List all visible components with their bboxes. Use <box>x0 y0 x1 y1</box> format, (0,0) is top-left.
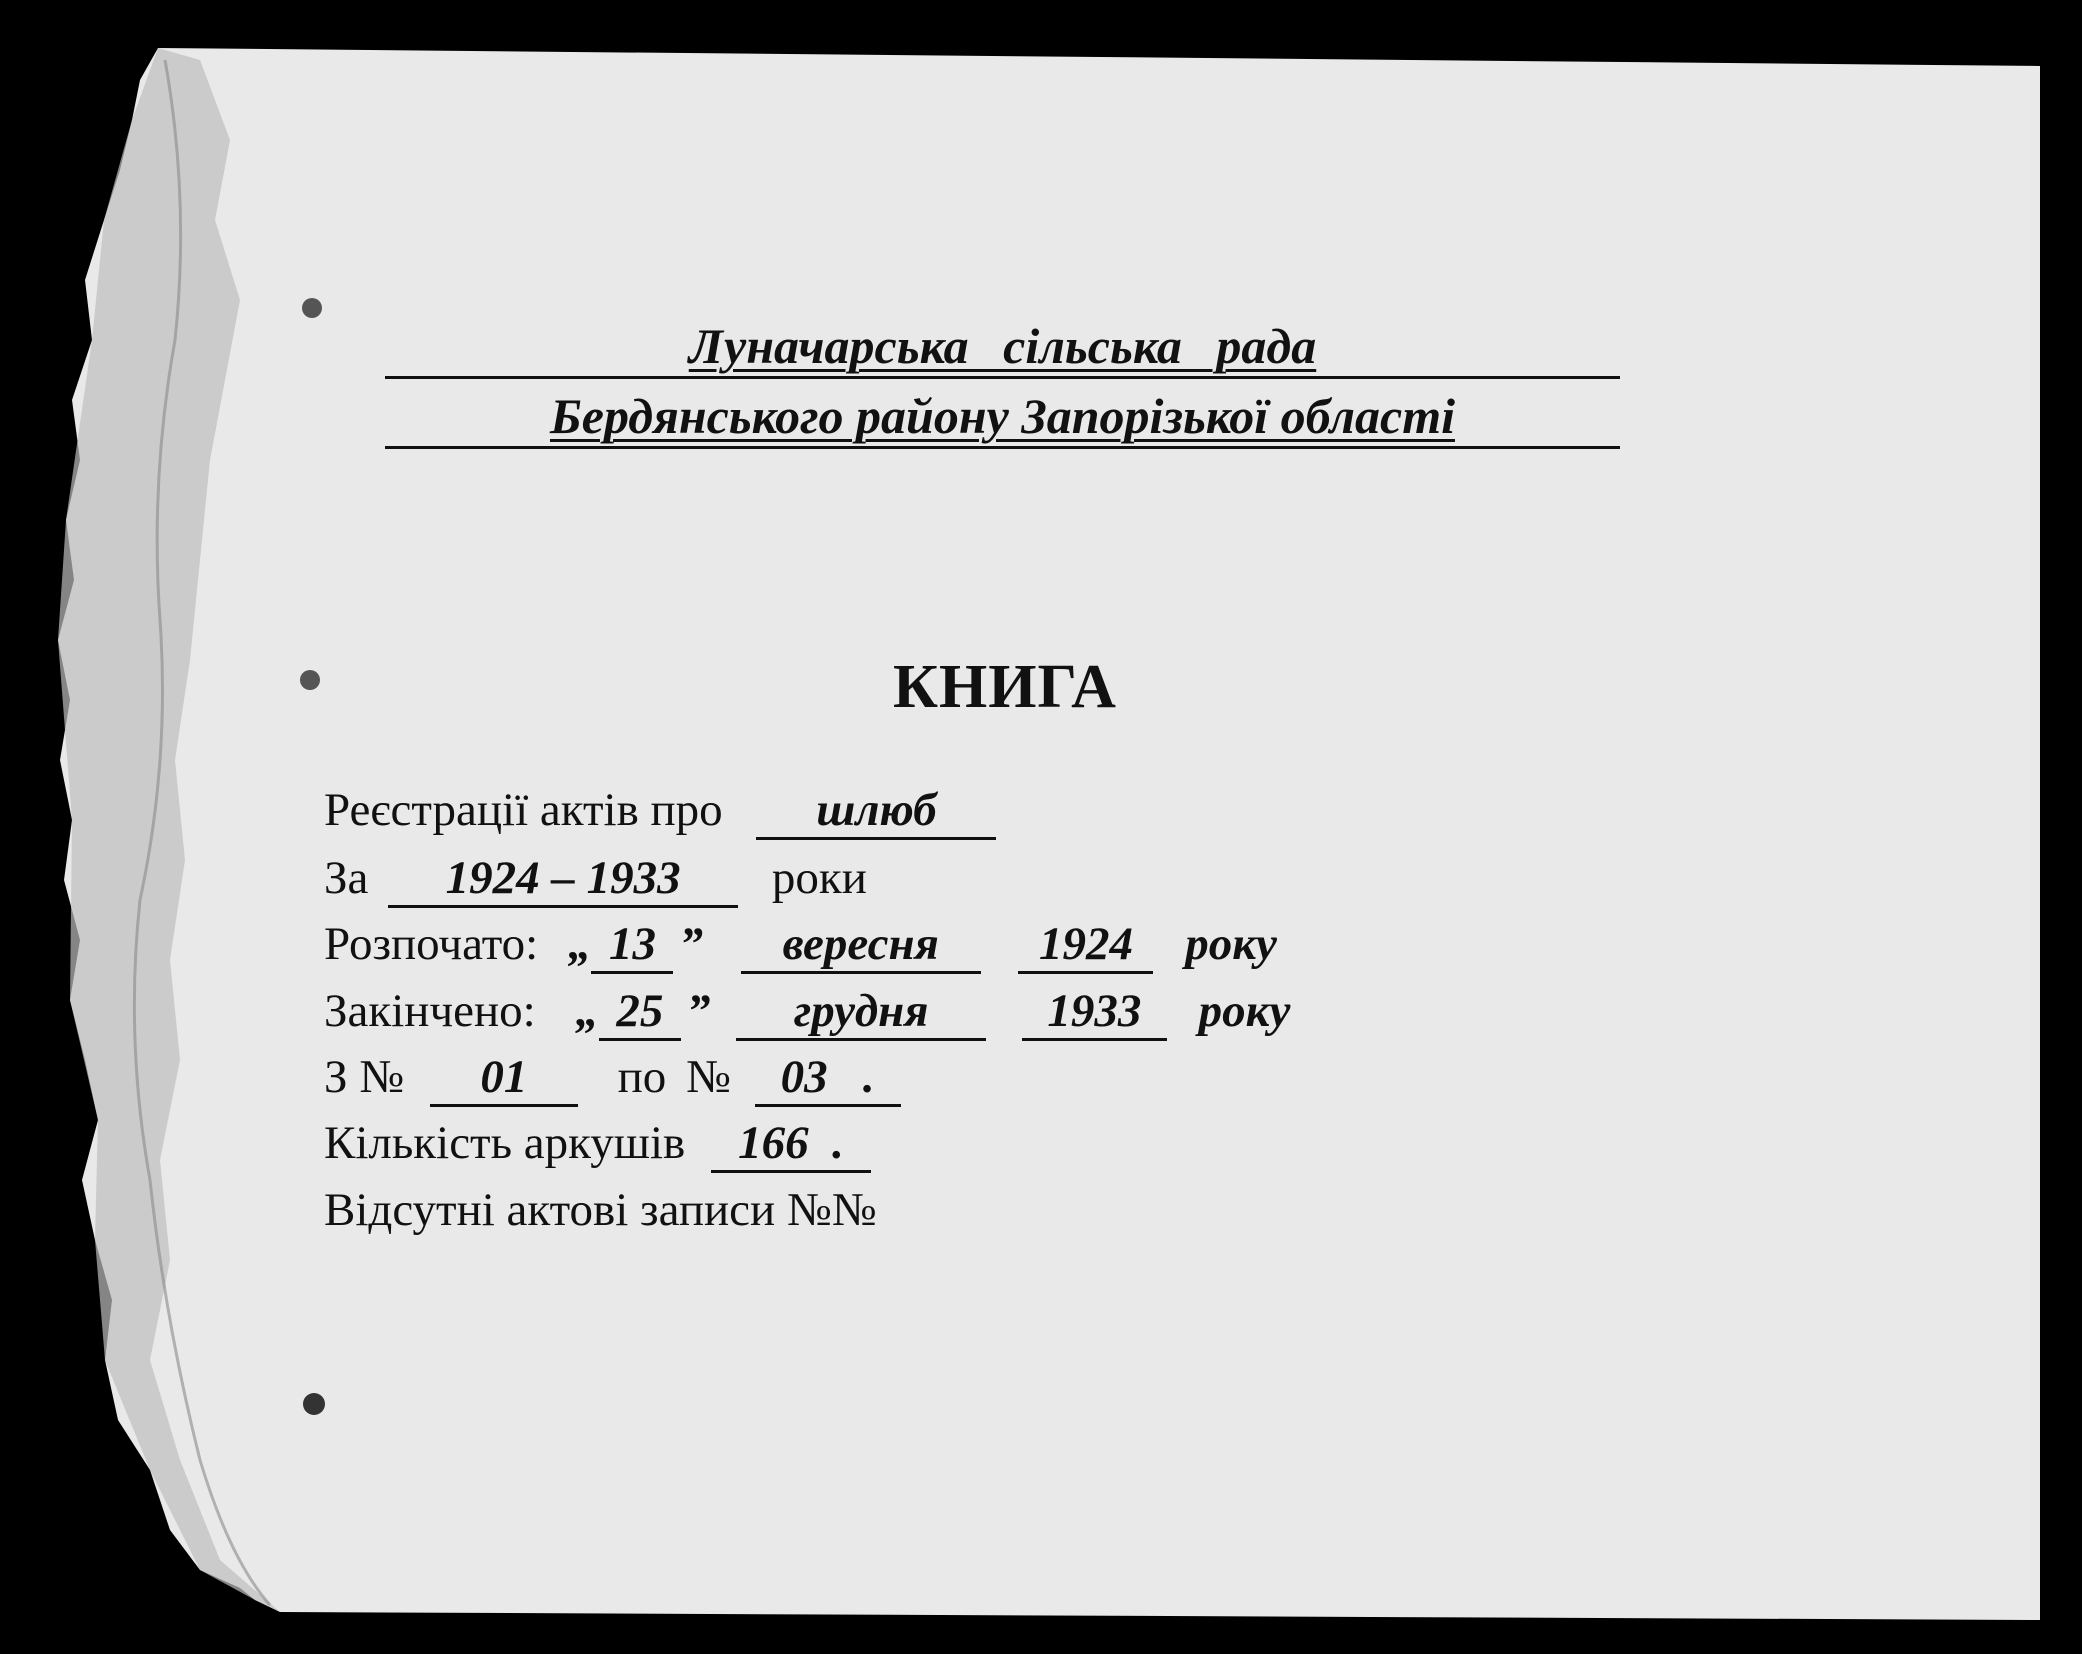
started-close-quote: ” <box>679 918 703 970</box>
started-year: 1924 <box>1018 917 1153 974</box>
header-council: Луначарська сільська рада <box>688 318 1317 374</box>
finished-close-quote: ” <box>686 985 711 1037</box>
sheets-value: 166 . <box>711 1116 871 1173</box>
header-council-line <box>385 316 1620 379</box>
sheets-row <box>324 1111 871 1175</box>
missing-label: Відсутні актові записи №№ <box>324 1184 877 1236</box>
header-district-line <box>385 386 1620 449</box>
period-row <box>324 846 867 910</box>
numbers-to-value: 03 . <box>755 1050 901 1107</box>
started-month: вересня <box>741 917 981 974</box>
finished-day: 25 <box>599 984 681 1041</box>
registration-value: шлюб <box>756 783 996 840</box>
registration-row <box>324 778 996 842</box>
missing-row <box>324 1178 877 1242</box>
numbers-to-label: по № <box>617 1051 731 1103</box>
period-suffix: роки <box>771 852 867 904</box>
started-day: 13 <box>591 917 673 974</box>
numbers-from-label: З № <box>324 1051 405 1103</box>
numbers-from-value: 01 <box>430 1050 578 1107</box>
started-row <box>324 912 1277 976</box>
registration-label: Реєстрації актів про <box>324 784 723 836</box>
finished-row <box>324 979 1290 1043</box>
started-label: Розпочато: <box>324 918 539 970</box>
finished-year: 1933 <box>1022 984 1167 1041</box>
finished-label: Закінчено: <box>324 985 536 1037</box>
period-value: 1924 – 1933 <box>388 851 738 908</box>
finished-month: грудня <box>736 984 986 1041</box>
numbers-row <box>324 1045 901 1109</box>
started-open-quote: „ <box>567 918 592 970</box>
book-title: КНИГА <box>893 653 1117 721</box>
finished-open-quote: „ <box>575 985 599 1037</box>
started-suffix: року <box>1185 918 1277 970</box>
period-label: За <box>324 852 369 904</box>
finished-suffix: року <box>1198 985 1291 1037</box>
sheets-label: Кількість аркушів <box>324 1117 686 1169</box>
header-district: Бердянського району Запорізької області <box>550 388 1455 444</box>
